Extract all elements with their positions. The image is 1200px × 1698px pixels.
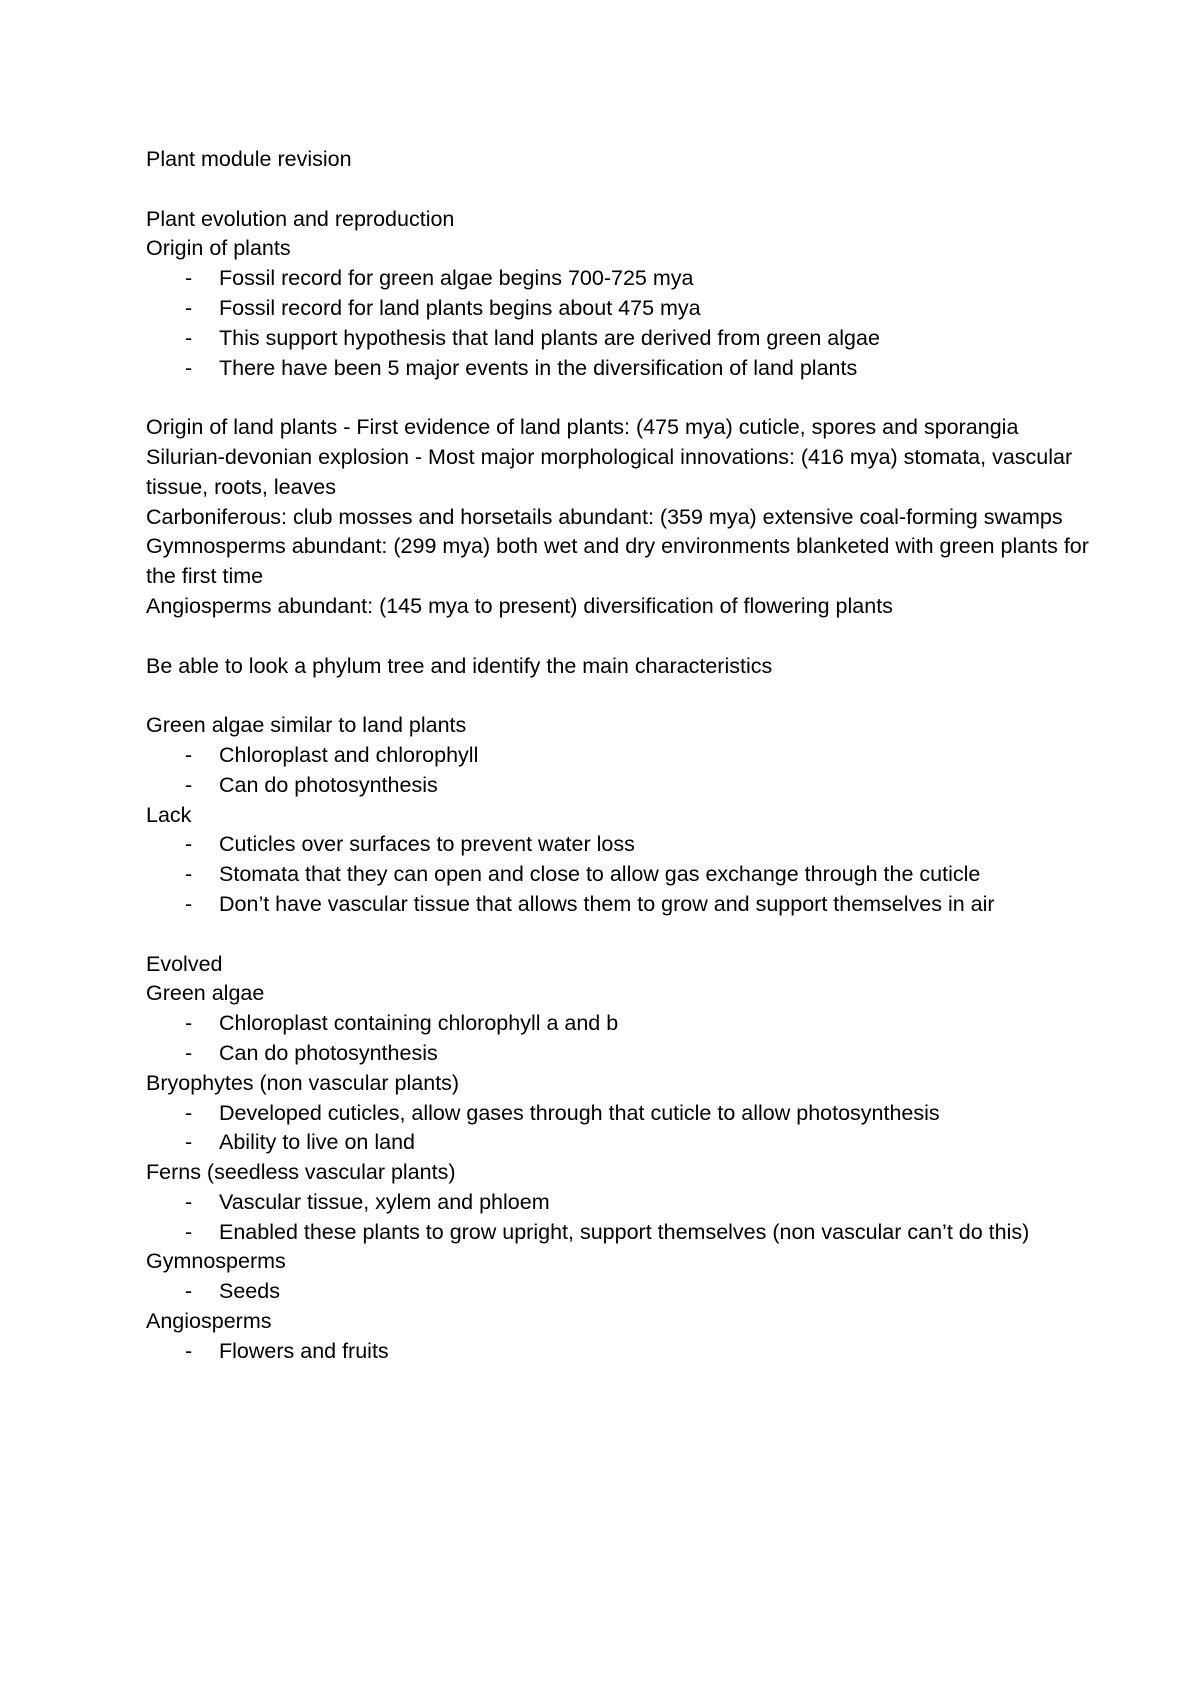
dash-marker: - xyxy=(185,355,193,380)
section-title: Plant evolution and reproduction xyxy=(146,206,455,231)
dash-marker: - xyxy=(185,295,193,320)
spacer xyxy=(146,622,1106,652)
list-item-text: This support hypothesis that land plants are derived from green algae xyxy=(219,325,880,350)
list-item-text: Chloroplast and chlorophyll xyxy=(219,742,479,767)
dash-marker: - xyxy=(185,1219,193,1244)
similar-list xyxy=(146,741,1106,801)
list-item xyxy=(146,1128,1106,1158)
list-item xyxy=(146,771,1106,801)
dash-marker: - xyxy=(185,1338,193,1363)
group-list xyxy=(146,1277,1106,1307)
list-item-text: There have been 5 major events in the diversification of land plants xyxy=(219,355,858,380)
origin-heading: Origin of plants xyxy=(146,236,291,261)
list-item-text: Ability to live on land xyxy=(219,1130,415,1155)
document-title: Plant module revision xyxy=(146,147,352,171)
list-item xyxy=(146,324,1106,354)
dash-marker: - xyxy=(185,266,193,291)
group-list xyxy=(146,1188,1106,1248)
origin-list xyxy=(146,264,1106,383)
dash-marker: - xyxy=(185,325,193,350)
list-item-text: Seeds xyxy=(219,1279,280,1304)
event-paragraph: Gymnosperms abundant: (299 mya) both wet and dry environments blanketed with green plants for the first time xyxy=(146,534,1089,589)
list-item xyxy=(146,1218,1106,1248)
dash-marker: - xyxy=(185,832,193,857)
list-item xyxy=(146,1337,1106,1367)
group-heading: Bryophytes (non vascular plants) xyxy=(146,1070,460,1095)
group-heading: Green algae xyxy=(146,981,265,1006)
list-item xyxy=(146,1009,1106,1039)
dash-marker: - xyxy=(185,862,193,887)
list-item-text: Fossil record for green algae begins 700-725 mya xyxy=(219,266,694,291)
dash-marker: - xyxy=(185,1100,193,1125)
spacer xyxy=(146,920,1106,950)
list-item xyxy=(146,830,1106,860)
list-item-text: Stomata that they can open and close to allow gas exchange through the cuticle xyxy=(219,862,981,887)
list-item-text: Flowers and fruits xyxy=(219,1338,389,1363)
dash-marker: - xyxy=(185,1011,193,1036)
list-item xyxy=(146,741,1106,771)
dash-marker: - xyxy=(185,772,193,797)
event-paragraph: Silurian-devonian explosion - Most major morphological innovations: (416 mya) stomata, vascular tissue, roots, leaves xyxy=(146,444,1073,499)
event-paragraph: Carboniferous: club mosses and horsetails abundant: (359 mya) extensive coal-forming swamps xyxy=(146,504,1063,529)
list-item-text: Fossil record for land plants begins about 475 mya xyxy=(219,295,701,320)
list-item xyxy=(146,890,1106,920)
dash-marker: - xyxy=(185,1189,193,1214)
list-item-text: Chloroplast containing chlorophyll a and b xyxy=(219,1011,619,1036)
list-item-text: Enabled these plants to grow upright, support themselves (non vascular can’t do this) xyxy=(219,1219,1030,1244)
dash-marker: - xyxy=(185,1279,193,1304)
list-item-text: Don’t have vascular tissue that allows them to grow and support themselves in air xyxy=(219,891,995,916)
list-item-text: Can do photosynthesis xyxy=(219,1040,438,1065)
similar-heading: Green algae similar to land plants xyxy=(146,713,467,738)
group-heading: Angiosperms xyxy=(146,1309,272,1334)
list-item-text: Developed cuticles, allow gases through that cuticle to allow photosynthesis xyxy=(219,1100,940,1125)
dash-marker: - xyxy=(185,742,193,767)
spacer xyxy=(146,383,1106,413)
list-item xyxy=(146,860,1106,890)
evolved-heading: Evolved xyxy=(146,951,223,976)
dash-marker: - xyxy=(185,891,193,916)
list-item xyxy=(146,1099,1106,1129)
list-item-text: Cuticles over surfaces to prevent water loss xyxy=(219,832,635,857)
lack-heading: Lack xyxy=(146,802,192,827)
list-item xyxy=(146,1039,1106,1069)
lack-list xyxy=(146,830,1106,919)
list-item-text: Can do photosynthesis xyxy=(219,772,438,797)
list-item xyxy=(146,264,1106,294)
phylum-note: Be able to look a phylum tree and identify the main characteristics xyxy=(146,653,773,678)
list-item xyxy=(146,294,1106,324)
group-list xyxy=(146,1099,1106,1159)
event-paragraph: Origin of land plants - First evidence of land plants: (475 mya) cuticle, spores and sporangia xyxy=(146,415,1019,440)
document-body xyxy=(146,145,1106,1367)
list-item-text: Vascular tissue, xylem and phloem xyxy=(219,1189,550,1214)
event-paragraph: Angiosperms abundant: (145 mya to present) diversification of flowering plants xyxy=(146,593,893,618)
spacer xyxy=(146,175,1106,205)
list-item xyxy=(146,1188,1106,1218)
group-list xyxy=(146,1009,1106,1069)
dash-marker: - xyxy=(185,1040,193,1065)
group-heading: Ferns (seedless vascular plants) xyxy=(146,1160,456,1185)
group-heading: Gymnosperms xyxy=(146,1249,286,1274)
list-item xyxy=(146,1277,1106,1307)
group-list xyxy=(146,1337,1106,1367)
spacer xyxy=(146,681,1106,711)
list-item xyxy=(146,354,1106,384)
dash-marker: - xyxy=(185,1130,193,1155)
